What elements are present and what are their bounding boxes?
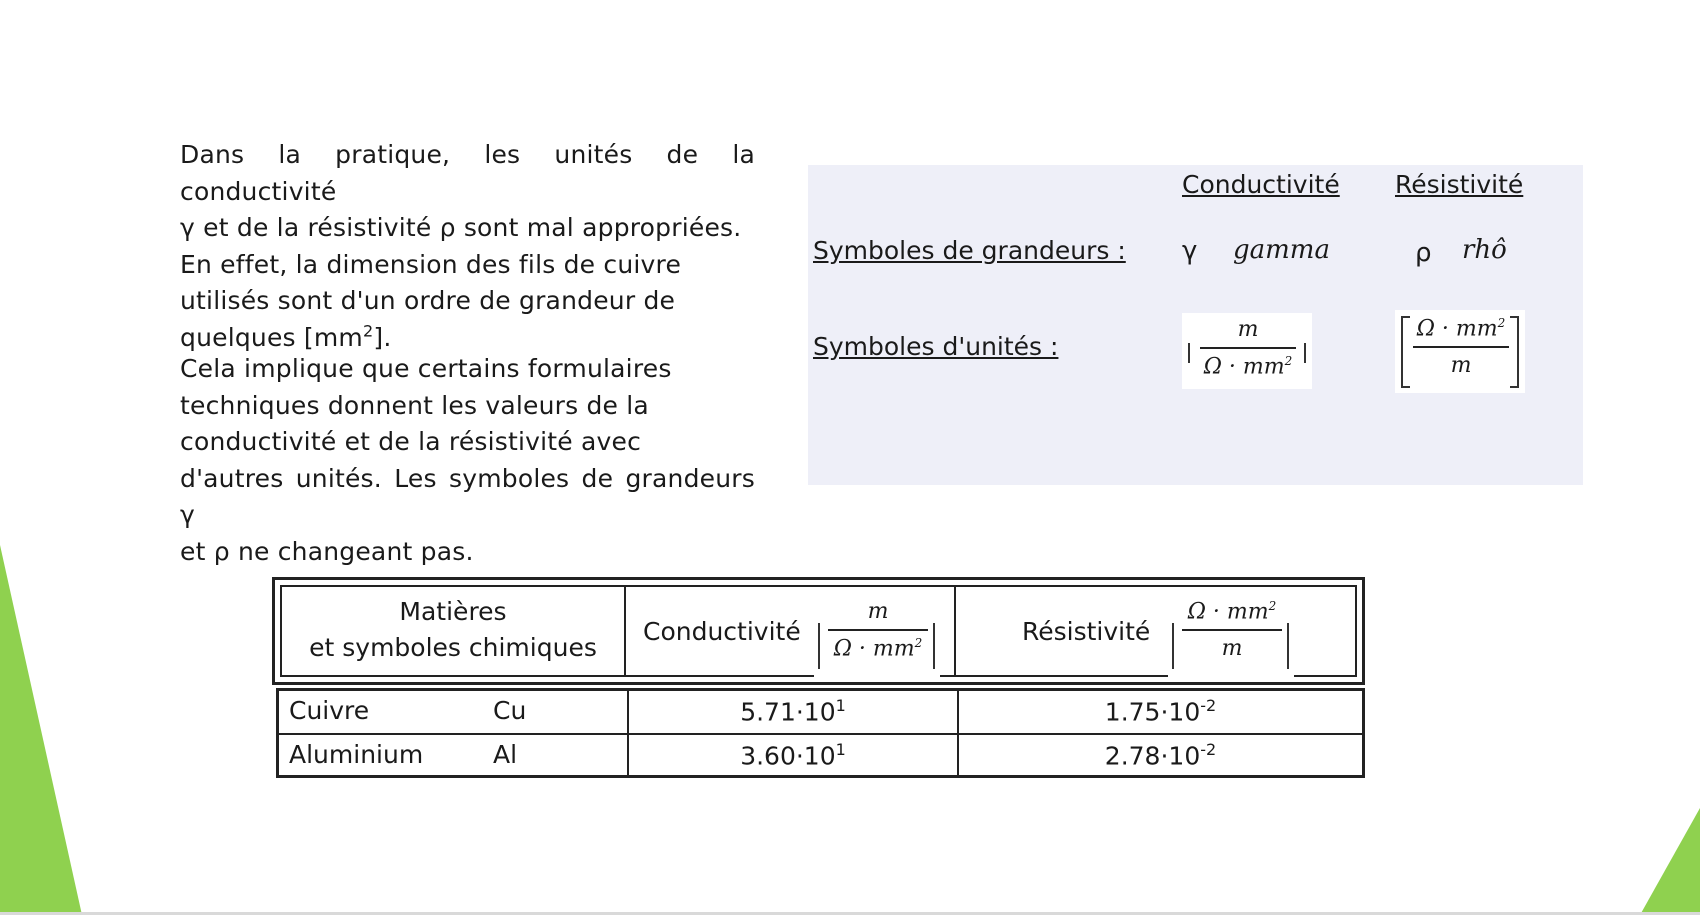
- header-conductivity-unit: [814, 591, 940, 677]
- text-line: quelques $[mm^2]$.: [180, 321, 392, 352]
- text-line: d'autres unités. Les symboles de grandeurs γ: [180, 463, 755, 529]
- left-green-triangle: [0, 545, 82, 915]
- bracket-right-top: [1510, 316, 1519, 318]
- right-green-triangle: [1640, 808, 1700, 915]
- bracket-left-top: [1401, 316, 1410, 318]
- conductivity-cell: $3.60\cdot 10^1$: [629, 735, 959, 777]
- header-materials: Matières et symboles chimiques: [282, 587, 626, 675]
- unit-symbols-label: Symboles d'unités :: [813, 332, 1059, 361]
- resistivity-unit-fraction: $\Omega \cdot mm^2$ m: [1413, 316, 1509, 378]
- fraction-bar: [1182, 629, 1282, 631]
- bracket-left-bottom: [1401, 386, 1410, 388]
- abs-bar-left: [1172, 623, 1174, 669]
- conductivity-heading: Conductivité: [1182, 170, 1340, 199]
- resistivity-unit-card: [1395, 310, 1525, 393]
- conductivity-unit-card: [1182, 313, 1312, 389]
- symbols-box: [808, 165, 1583, 485]
- header-conductivity: Conductivité m $\Omega \cdot mm^2$: [626, 587, 956, 675]
- conductivity-cell: $5.71\cdot 10^1$: [629, 691, 959, 733]
- bracket-left: [1401, 316, 1403, 388]
- conductivity-unit-fraction: m $\Omega \cdot mm^2$: [828, 599, 928, 661]
- resistivity-cell: $1.75\cdot 10^{-2}$: [1104, 696, 1217, 727]
- rho-symbol: ρ: [1415, 238, 1432, 268]
- intro-paragraph: [180, 137, 755, 356]
- resistivity-cell: $2.78\cdot 10^{-2}$: [1104, 740, 1217, 771]
- abs-bar-right: [933, 623, 935, 669]
- text-line: Dans la pratique, les unités de la conductivité: [180, 140, 755, 206]
- fraction-bar: [828, 629, 928, 631]
- rho-name: rhô: [1462, 235, 1507, 265]
- table-row: [279, 691, 1362, 733]
- table-row: [279, 733, 1362, 777]
- fraction-bar: [1413, 346, 1509, 348]
- text-line: En effet, la dimension des fils de cuivre: [180, 249, 682, 279]
- table-header-inner-frame: [280, 585, 1357, 677]
- abs-bar-left: [818, 623, 820, 669]
- text-line: et ρ ne changeant pas.: [180, 536, 474, 566]
- materials-table-header: [272, 577, 1365, 685]
- gamma-symbol: γ: [1182, 236, 1198, 266]
- abs-bar-right: [1304, 343, 1306, 363]
- materials-table-body: [276, 688, 1365, 778]
- header-resistivity-unit: [1168, 591, 1294, 677]
- bracket-right: [1517, 316, 1519, 388]
- abs-bar-right: [1287, 623, 1289, 669]
- conductivity-unit-fraction: m $\Omega \cdot mm^2$: [1200, 317, 1296, 379]
- resistivity-heading: Résistivité: [1395, 170, 1524, 199]
- gamma-name: gamma: [1233, 235, 1330, 265]
- text-line: techniques donnent les valeurs de la: [180, 390, 649, 420]
- abs-bar-left: [1188, 343, 1190, 363]
- bracket-right-bottom: [1510, 386, 1519, 388]
- fraction-bar: [1200, 347, 1296, 349]
- quantity-symbols-label: Symboles de grandeurs :: [813, 236, 1126, 265]
- material-cell: Aluminium Al: [279, 735, 629, 777]
- text-line: conductivité et de la résistivité avec: [180, 427, 642, 456]
- text-line: Cela implique que certains formulaires: [180, 354, 672, 383]
- text-line: utilisés sont d'un ordre de grandeur de: [180, 286, 676, 315]
- resistivity-unit-fraction: $\Omega \cdot mm^2$ m: [1182, 599, 1282, 661]
- header-resistivity: Résistivité $\Omega \cdot mm^2$ m: [956, 587, 1355, 675]
- text-line: γ et de la résistivité ρ sont mal appropriées.: [180, 213, 742, 242]
- explanation-paragraph: [180, 351, 755, 570]
- material-cell: Cuivre Cu: [279, 691, 629, 733]
